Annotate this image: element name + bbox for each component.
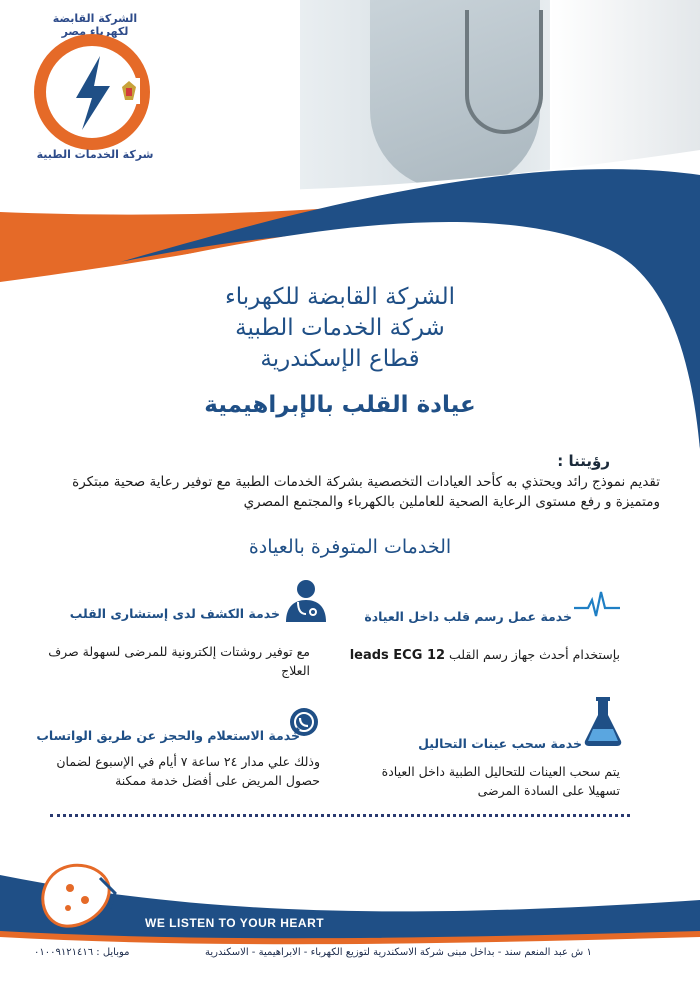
vision-label: رؤيتنا : <box>557 452 610 470</box>
flask-icon <box>583 695 623 747</box>
doctor-icon <box>282 576 330 624</box>
title-line-2: شركة الخدمات الطبية <box>235 315 445 341</box>
egypt-eagle-icon <box>118 78 140 104</box>
whatsapp-service-text: وذلك علي مدار ٢٤ ساعة ٧ أيام في الإسبوع لضمان حصول المريض على أفضل خدمة ممكنة <box>56 754 320 788</box>
title-block <box>60 282 620 375</box>
ecg-text-leads: 12 leads ECG <box>349 648 446 663</box>
title-line-3: قطاع الإسكندرية <box>260 346 420 372</box>
logo-arc-bottom: شركة الخدمات الطبية <box>36 148 154 161</box>
lab-service-title: خدمة سحب عينات التحاليل <box>418 736 582 751</box>
heartbeat-line-icon <box>574 588 620 622</box>
cardiology-unit-logo <box>30 858 130 938</box>
services-title: الخدمات المتوفرة بالعيادة <box>248 536 452 558</box>
consult-service-title: خدمة الكشف لدى إستشارى القلب <box>69 606 280 621</box>
logo-arc-top: الشركة القابضة لكهرباء مصر <box>52 12 138 38</box>
ecg-service-title: خدمة عمل رسم قلب داخل العيادة <box>364 609 572 624</box>
vision-text: تقديم نموذج رائد ويحتذي به كأحد العيادات التخصصية بشركة الخدمات الطبية مع توفير رعاية صحية مبتكرة ومتميزة و رفع مستوى الرعاية الصحية للعاملين بالكهرباء والمجتمع المصري <box>72 474 660 510</box>
lab-service-text: يتم سحب العينات للتحاليل الطبية داخل العيادة تسهيلا على السادة المرضى <box>381 764 620 798</box>
footer-address: ١ ش عبد المنعم سند - بداخل مبنى شركة الاسكندرية لتوزيع الكهرباء - الابراهيمية - الاسكندرية <box>205 947 592 958</box>
footer-slogan: WE LISTEN TO YOUR HEART <box>145 916 325 930</box>
consult-service-text: مع توفير روشتات إلكترونية للمرضى لسهولة صرف العلاج <box>48 644 310 678</box>
ecg-text-prefix: بإستخدام أحدث جهاز رسم القلب <box>449 647 620 662</box>
whatsapp-service-title: خدمة الاستعلام والحجز عن طريق الواتساب <box>36 728 300 743</box>
footer-phone: موبايل : ٠١٠٠٩١٢١٤١٦ <box>34 947 130 958</box>
title-line-1: الشركة القابضة للكهرباء <box>224 284 456 310</box>
ecg-service-text <box>330 645 620 665</box>
dotted-divider <box>50 814 630 817</box>
clinic-title: عيادة القلب بالإبراهيمية <box>204 392 476 418</box>
